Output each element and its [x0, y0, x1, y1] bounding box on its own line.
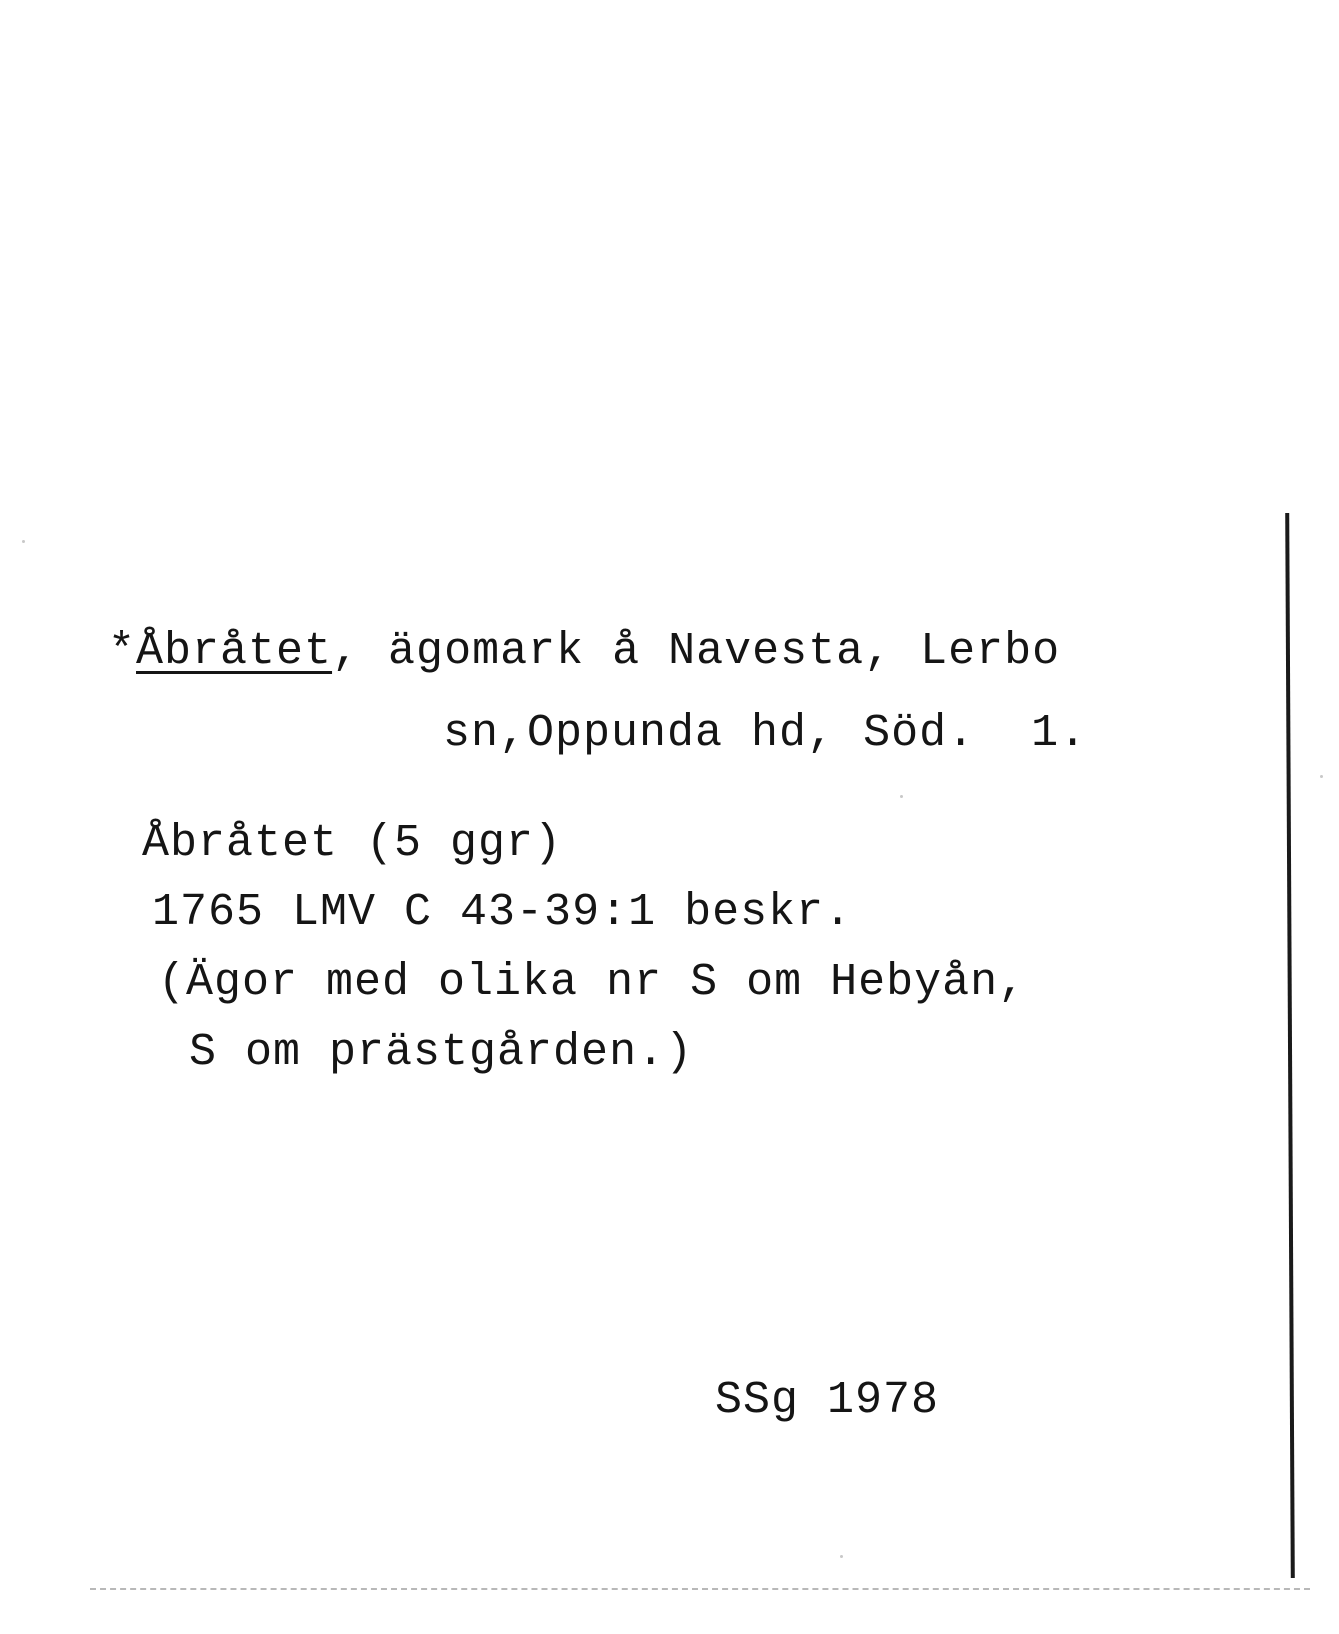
signature-year: SSg 1978	[715, 1375, 940, 1426]
note-line-1: (Ägor med olika nr S om Hebyån,	[158, 957, 1027, 1008]
asterisk-marker: *	[108, 626, 137, 677]
card-right-border	[1285, 513, 1295, 1578]
note-line-2: S om prästgården.)	[189, 1027, 694, 1078]
entry-heading-line	[108, 626, 1060, 678]
card-bottom-edge	[90, 1588, 1310, 1590]
paper-speck	[1320, 775, 1323, 778]
paper-speck	[840, 1555, 843, 1558]
paper-speck	[900, 795, 903, 798]
source-reference-line: 1765 LMV C 43-39:1 beskr.	[152, 887, 853, 938]
location-line: sn,Oppunda hd, Söd. 1.	[443, 708, 1088, 759]
paper-speck	[22, 540, 25, 543]
heading-description: , ägomark å Navesta, Lerbo	[332, 626, 1061, 677]
headword: Åbråtet	[136, 626, 333, 677]
form-frequency-line: Åbråtet (5 ggr)	[142, 818, 563, 869]
